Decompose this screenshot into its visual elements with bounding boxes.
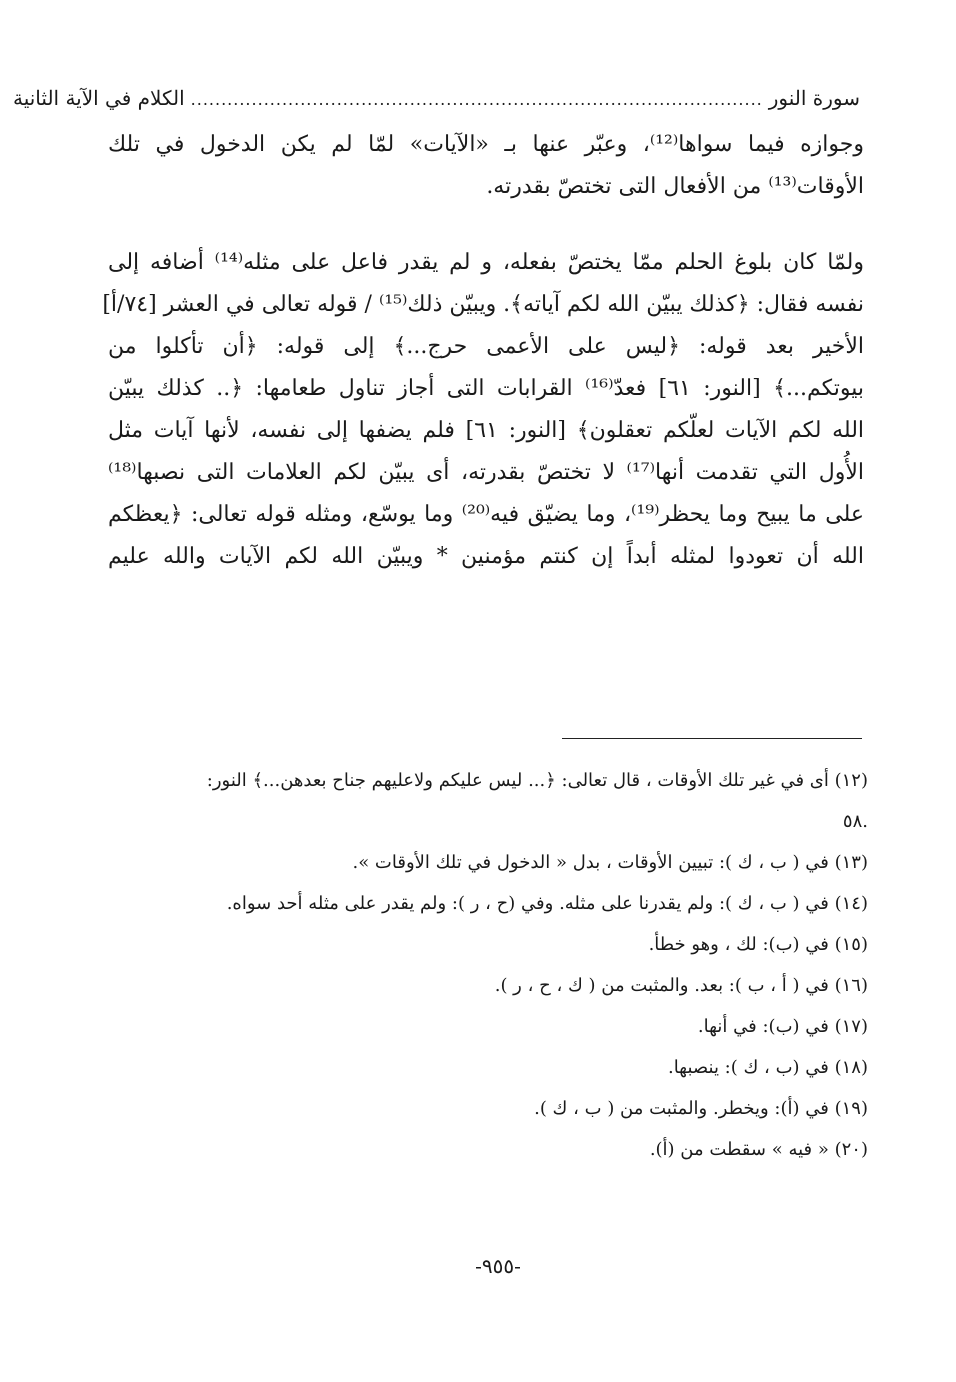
text-line: الله لكم الآيات لعلّكم تعقلون﴾ [النور: ٦١] فلم يضفها إلى نفسه، لأنها آيات مثل bbox=[108, 418, 865, 443]
footnote-18: (١٨) في (ب ، ك ): ينصبها. bbox=[667, 1057, 868, 1078]
paragraph-gap bbox=[108, 208, 864, 242]
footnote-12: (١٢) أى في غير تلك الأوقات ، قال تعالى: ﴿... ليس عليكم ولاعليهم جناح بعدهن...﴾ النور: bbox=[206, 770, 868, 791]
footnote-13: (١٣) في ( ب ، ك ): تبيين الأوقات ، بدل « الدخول في تلك الأوقات ». bbox=[352, 852, 868, 873]
footnote-12-continuation: .٥٨ bbox=[842, 811, 868, 832]
main-text bbox=[102, 124, 865, 578]
footnote-16: (١٦) في ( أ ، ب ): بعد. والمثبت من ( ك ، ح ، ر ). bbox=[494, 975, 868, 996]
running-head bbox=[12, 72, 860, 110]
text-line: على ما يبيح وما يحظر⁽¹⁹⁾، وما يضيّق فيه⁽²⁰⁾ وما يوسّع، ومثله قوله تعالى: ﴿يعظكم bbox=[108, 502, 864, 527]
footnote-17: (١٧) في (ب): في أنها. bbox=[697, 1016, 868, 1037]
footnote-14: (١٤) في ( ب ، ك ): ولم يقدرنا على مثله. وفي (ح ، ر ): ولم يقدر على مثله أحد سواه. bbox=[226, 893, 868, 914]
dot-leader: .............................................................................................. bbox=[190, 90, 763, 109]
text-line: بيوتكم...﴾ [النور: ٦١] فعدّ⁽¹⁶⁾ القرابات التى أجاز تناول طعامها: ﴿.. كذلك يبيّن bbox=[108, 376, 864, 401]
text-line: ولمّا كان بلوغ الحلم ممّا يختصّ بفعله، و لم يقدر فاعل على مثله⁽¹⁴⁾ أضافه إلى bbox=[108, 250, 864, 275]
footnote-separator bbox=[562, 738, 862, 739]
footnote-20: (٢٠) « فيه » سقطت من (أ). bbox=[649, 1139, 868, 1160]
surah-title: سورة النور bbox=[768, 86, 860, 110]
page-number: -٩٥٥- bbox=[475, 1254, 521, 1278]
section-title: الكلام في الآية الثانية bbox=[12, 86, 185, 110]
footnote-15: (١٥) في (ب): لك ، وهو خطأ. bbox=[648, 934, 868, 955]
text-line: الأخير بعد قوله: ﴿ليس على الأعمى حرج...﴾ إلى قوله: ﴿أن تأكلوا من bbox=[108, 334, 864, 359]
text-line: وجوازه فيما سواها⁽¹²⁾، وعبّر عنها بـ «الآيات» لمّا لم يكن الدخول في تلك bbox=[108, 132, 864, 157]
text-line: الأُول التي تقدمت أنها⁽¹⁷⁾ لا تختصّ بقدرته، أى يبيّن لكم العلامات التى نصبها⁽¹⁸⁾ bbox=[108, 460, 864, 485]
footnotes bbox=[108, 760, 868, 1170]
text-line: الأوقات⁽¹³⁾ من الأفعال التى تختصّ بقدرته. bbox=[486, 174, 864, 199]
text-line: الله أن تعودوا لمثله أبداً إن كنتم مؤمنين * ويبيّن الله لكم الآيات والله عليم bbox=[108, 544, 864, 569]
text-line: نفسه فقال: ﴿كذلك يبيّن الله لكم آياته﴾. ويبيّن ذلك⁽¹⁵⁾ / قوله تعالى في العشر [٧٤/أ] bbox=[102, 292, 864, 317]
footnote-19: (١٩) في (أ): ويخطر. والمثبت من ( ب ، ك ). bbox=[534, 1098, 868, 1119]
